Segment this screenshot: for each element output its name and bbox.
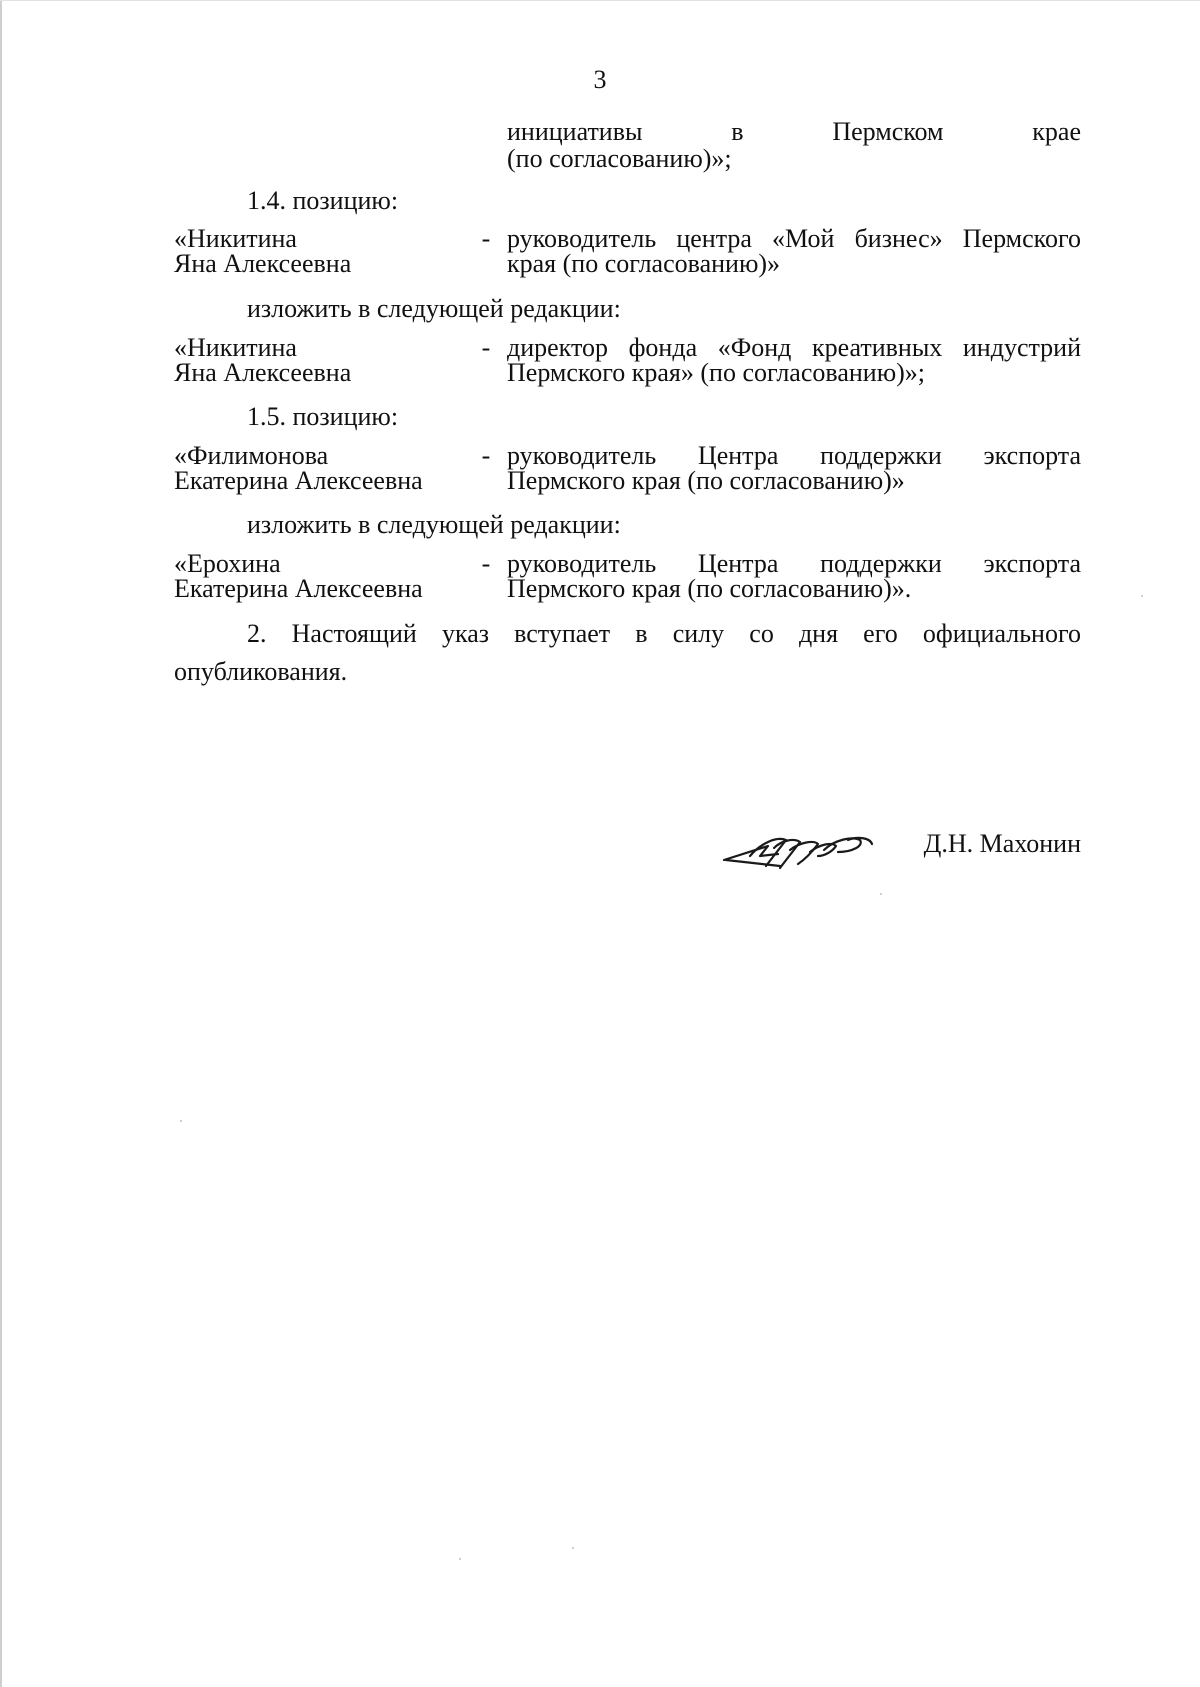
old-entry-desc-line-2: края (по согласованию)» [507, 249, 781, 278]
replace-phrase: изложить в следующей редакции: [247, 510, 621, 539]
entry-dash: - [481, 224, 491, 253]
old-entry-name-line-1: «Филимонова [174, 441, 329, 470]
entry-dash: - [481, 333, 491, 362]
new-entry-name-line-1: «Ерохина [174, 549, 281, 578]
old-entry-name-line-2: Екатерина Алексеевна [174, 466, 423, 495]
new-entry-desc-line-2: Пермского края» (по согласованию)»; [507, 358, 925, 387]
old-entry-name-line-1: «Никитина [174, 224, 297, 253]
old-entry-desc-line-2: Пермского края (по согласованию)» [507, 466, 905, 495]
continuation-line-1 [507, 119, 1081, 145]
new-entry-desc-line-2: Пермского края (по согласованию)». [507, 574, 912, 603]
scan-speck [880, 893, 882, 895]
scan-speck [1141, 595, 1143, 597]
signer-name: Д.Н. Махонин [923, 829, 1081, 858]
entry-dash: - [481, 441, 491, 470]
page-number: 3 [593, 65, 607, 94]
continuation-word: в [731, 117, 744, 146]
scan-top-edge [0, 0, 1200, 1]
continuation-line-2: (по согласованию)»; [507, 144, 732, 173]
scan-speck [572, 1547, 574, 1549]
item-2-line-2: опубликования. [174, 657, 348, 686]
new-entry-name-line-1: «Никитина [174, 333, 297, 362]
scan-left-edge [0, 0, 2, 1687]
replace-phrase: изложить в следующей редакции: [247, 294, 621, 323]
old-entry-desc-line-1: руководитель Центра поддержки экспорта [507, 441, 1081, 470]
new-entry-name-line-2: Яна Алексеевна [174, 358, 352, 387]
continuation-word: Пермском [832, 117, 944, 146]
scan-speck [180, 1120, 182, 1122]
entry-dash: - [481, 549, 491, 578]
new-entry-desc-line-1: руководитель Центра поддержки экспорта [507, 549, 1081, 578]
old-entry-name-line-2: Яна Алексеевна [174, 249, 352, 278]
scan-speck [459, 1558, 461, 1560]
handwritten-signature-icon [720, 826, 880, 874]
new-entry-name-line-2: Екатерина Алексеевна [174, 574, 423, 603]
continuation-word: инициативы [507, 117, 643, 146]
item-2-line-1: 2. Настоящий указ вступает в силу со дня его официального [247, 619, 1081, 648]
item-1-4-heading: 1.4. позицию: [247, 186, 399, 215]
continuation-word: крае [1032, 117, 1081, 146]
old-entry-desc-line-1: руководитель центра «Мой бизнес» Пермского [507, 224, 1081, 253]
new-entry-desc-line-1: директор фонда «Фонд креативных индустрий [507, 333, 1081, 362]
item-1-5-heading: 1.5. позицию: [247, 402, 399, 431]
